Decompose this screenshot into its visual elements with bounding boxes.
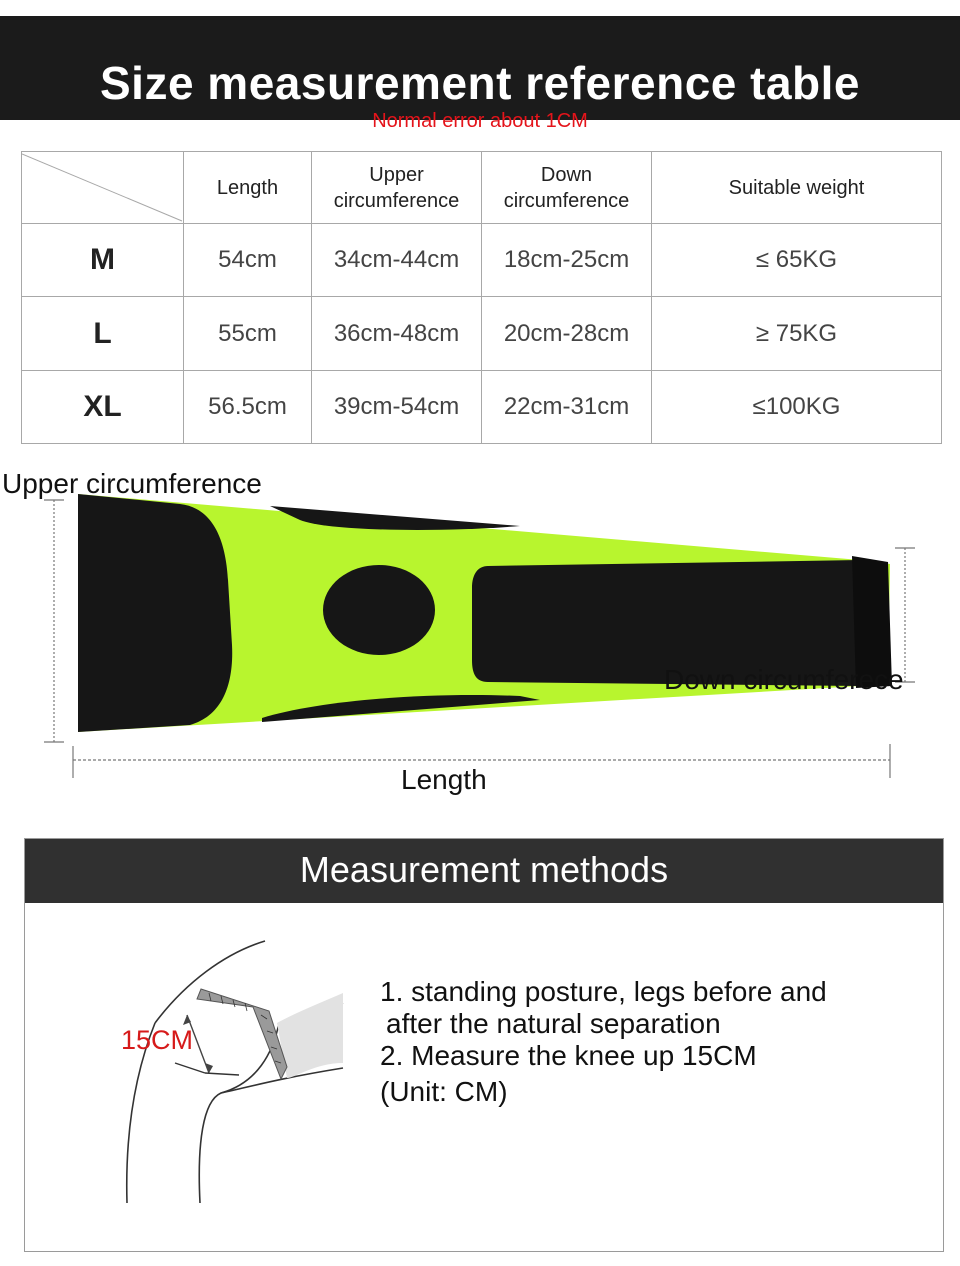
column-header-down — [482, 152, 652, 224]
weight-cell: ≤100KG — [652, 370, 942, 443]
size-cell: L — [22, 297, 184, 370]
length-cell: 54cm — [184, 224, 312, 297]
table-row — [22, 297, 942, 370]
methods-title: Measurement methods — [25, 839, 943, 903]
weight-cell: ≤ 65KG — [652, 224, 942, 297]
down-cell: 20cm-28cm — [482, 297, 652, 370]
length-label: Length — [401, 764, 487, 795]
knee-illustration — [25, 903, 365, 1243]
size-table — [21, 151, 942, 444]
instructions — [380, 976, 827, 1108]
size-cell: XL — [22, 370, 184, 443]
instruction-line: 2. Measure the knee up 15CM — [380, 1040, 757, 1071]
header-line: Down — [540, 163, 593, 186]
upper-cell: 36cm-48cm — [312, 297, 482, 370]
upper-circumference-label: Upper circumference — [2, 468, 262, 499]
upper-cell: 34cm-44cm — [312, 224, 482, 297]
instruction-line: 1. standing posture, legs before and — [380, 976, 827, 1007]
upper-cell: 39cm-54cm — [312, 370, 482, 443]
down-cell: 22cm-31cm — [482, 370, 652, 443]
column-header-weight — [652, 152, 942, 224]
instruction-line: (Unit: CM) — [380, 1076, 508, 1107]
page-title: Size measurement reference table — [99, 57, 861, 109]
down-cell: 18cm-25cm — [482, 224, 652, 297]
table-header-row — [22, 152, 942, 224]
table-row — [22, 224, 942, 297]
header-line: circumference — [333, 189, 460, 212]
sleeve-illustration — [0, 460, 960, 810]
diagonal-divider — [22, 152, 184, 223]
header-line: circumference — [503, 189, 630, 212]
header-line: Upper — [369, 163, 424, 186]
instruction-line: after the natural separation — [386, 1008, 721, 1039]
sleeve-diagram — [0, 460, 960, 810]
corner-cell — [22, 152, 184, 224]
measure-marker-label: 15CM — [121, 1025, 194, 1055]
length-cell: 55cm — [184, 297, 312, 370]
header-banner — [0, 16, 960, 132]
header-line: Suitable weight — [728, 176, 865, 199]
header-line: Length — [216, 176, 279, 199]
size-cell: M — [22, 224, 184, 297]
table-row — [22, 370, 942, 443]
column-header-upper — [312, 152, 482, 224]
column-header-length — [184, 152, 312, 224]
down-circumference-label: Down circumferece — [664, 664, 904, 695]
measurement-methods-panel — [24, 838, 944, 1252]
length-cell: 56.5cm — [184, 370, 312, 443]
weight-cell: ≥ 75KG — [652, 297, 942, 370]
error-note: Normal error about 1CM — [372, 110, 588, 132]
